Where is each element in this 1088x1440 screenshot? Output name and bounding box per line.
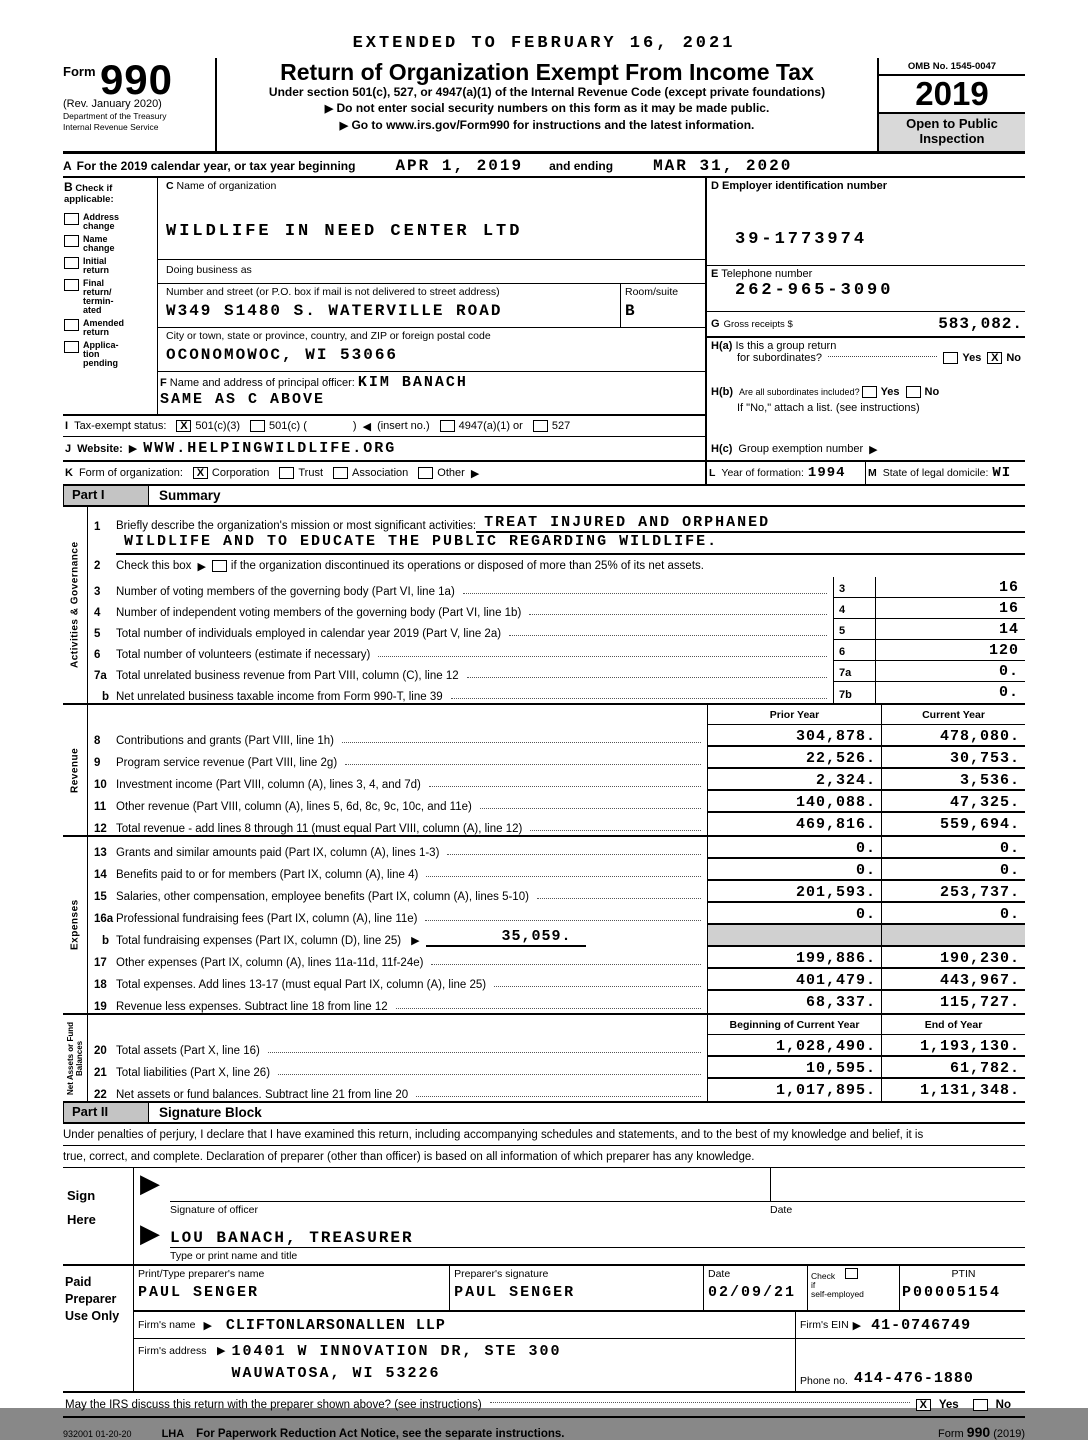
- part-2-tab: Part II: [63, 1103, 149, 1122]
- sign-here-section: [63, 1168, 1025, 1266]
- form-body: [63, 34, 1025, 1440]
- principal-officer-field: F Name and address of principal officer: KIM BANACH SAME AS C ABOVE: [158, 372, 705, 414]
- discuss-yes-checkbox[interactable]: X: [916, 1399, 931, 1411]
- association-label: Association: [352, 467, 409, 479]
- current-year-value[interactable]: 30,753.: [881, 747, 1025, 769]
- prior-year-value[interactable]: 469,816.: [707, 813, 881, 835]
- hb-no-checkbox[interactable]: [906, 386, 921, 398]
- arrow-right-icon: ▶: [339, 120, 349, 132]
- form-code: 932001 01-20-20: [63, 1429, 132, 1439]
- dba-field: [158, 260, 705, 284]
- irs-label: Internal Revenue Service: [63, 122, 159, 132]
- name-change-checkbox[interactable]: [64, 235, 79, 247]
- line-21-row: 21 Total liabilities (Part X, line 26) 10,595. 61,782.: [88, 1057, 1025, 1079]
- preparer-name-value[interactable]: PAUL SENGER: [138, 1284, 260, 1301]
- line-7b-value[interactable]: 0.: [875, 682, 1025, 703]
- line-a-letter: A: [63, 159, 72, 173]
- attach-list-note: If "No," attach a list. (see instructions): [737, 402, 920, 414]
- dept-treasury: Department of the Treasury: [63, 111, 167, 121]
- initial-return-checkbox[interactable]: [64, 257, 79, 269]
- amended-return-checkbox[interactable]: [64, 319, 79, 331]
- irs-discuss-row: May the IRS discuss this return with the preparer shown above? (see instructions) X Yes No: [63, 1393, 1025, 1418]
- line-4-value[interactable]: 16: [875, 598, 1025, 619]
- signature-of-officer-caption: Signature of officer: [170, 1204, 258, 1216]
- group-return-label: Is this a group return: [735, 340, 837, 352]
- final-return-label: Final return/ termin- ated: [83, 278, 114, 315]
- mission-value-1[interactable]: TREAT INJURED AND ORPHANED: [476, 514, 1025, 533]
- gross-receipts-label: Gross receipts $: [723, 318, 793, 330]
- line-7a-row: 7a Total unrelated business revenue from Part VIII, column (C), line 12 7a 0.: [88, 661, 1025, 682]
- line-16b-row: b Total fundraising expenses (Part IX, column (D), line 25) ▶ 35,059.: [88, 925, 1025, 947]
- arrow-left-icon: ◀: [362, 420, 372, 433]
- prior-year-value[interactable]: 401,479.: [707, 969, 881, 991]
- self-employed-caption: self-employed: [811, 1289, 864, 1299]
- period-begin-date[interactable]: APR 1, 2019: [395, 157, 524, 175]
- shaded-cell: [881, 925, 1025, 947]
- current-year-value[interactable]: 0.: [881, 837, 1025, 859]
- form-number-block: [63, 58, 215, 151]
- subordinates-included-question: H(b) Are all subordinates included? Yes No If "No," attach a list. (see instructions): [707, 384, 1025, 434]
- irs-discuss-label: May the IRS discuss this return with the preparer shown above? (see instructions): [65, 1398, 482, 1411]
- check-this-box-label: Check this box: [116, 560, 192, 572]
- shaded-cell: [707, 925, 881, 947]
- current-year-value[interactable]: 253,737.: [881, 881, 1025, 903]
- identification-section: [63, 178, 1025, 486]
- 501c3-checkbox[interactable]: X: [176, 420, 191, 432]
- lha-label: LHA: [161, 1428, 185, 1440]
- group-exemption-label: Group exemption number: [738, 443, 864, 455]
- firm-address-caption: Firm's address: [138, 1345, 207, 1357]
- prior-year-value[interactable]: 199,886.: [707, 947, 881, 969]
- current-year-value[interactable]: 443,967.: [881, 969, 1025, 991]
- street-value[interactable]: W349 S1480 S. WATERVILLE ROAD: [166, 302, 503, 320]
- city-field: [158, 328, 705, 372]
- principal-officer-address[interactable]: SAME AS C ABOVE: [160, 391, 326, 408]
- self-employed-checkbox[interactable]: [845, 1268, 858, 1279]
- corporation-checkbox[interactable]: X: [193, 467, 208, 479]
- legal-domicile-value[interactable]: WI: [992, 465, 1012, 481]
- part-1-header: [63, 486, 1025, 507]
- preparer-label: Preparer: [65, 1292, 117, 1306]
- gross-receipts-row: G Gross receipts $ 583,082.: [707, 312, 1025, 338]
- 501c-label: 501(c) (: [269, 420, 307, 432]
- ssn-warning: Do not enter social security numbers on this form as it may be made public.: [336, 101, 770, 115]
- current-year-value[interactable]: 559,694.: [881, 813, 1025, 835]
- telephone-field: E Telephone number 262-965-3090: [707, 266, 1025, 312]
- org-name-value[interactable]: WILDLIFE IN NEED CENTER LTD: [166, 222, 523, 241]
- beginning-of-year-header: Beginning of Current Year: [707, 1015, 881, 1035]
- association-checkbox[interactable]: [333, 467, 348, 479]
- footer-form-number: 990: [966, 1424, 991, 1440]
- line-15-row: 15 Salaries, other compensation, employee benefits (Part IX, column (A), lines 5-10) 201,593. 253,737.: [88, 881, 1025, 903]
- trust-label: Trust: [298, 467, 324, 479]
- paid-label: Paid: [65, 1275, 92, 1289]
- room-suite-value[interactable]: B: [625, 302, 637, 320]
- principal-officer-label: Name and address of principal officer:: [169, 377, 355, 389]
- tax-exempt-status-label: Tax-exempt status:: [74, 420, 167, 432]
- arrow-right-icon: ▶: [197, 560, 206, 573]
- end-year-value[interactable]: 1,193,130.: [881, 1035, 1025, 1057]
- ptin-value[interactable]: P00005154: [902, 1284, 1002, 1301]
- end-year-value[interactable]: 61,782.: [881, 1057, 1025, 1079]
- line-19-row: 19 Revenue less expenses. Subtract line 18 from line 12 68,337. 115,727.: [88, 991, 1025, 1013]
- firm-name-caption: Firm's name: [138, 1319, 196, 1331]
- room-suite-label: Room/suite: [625, 286, 679, 298]
- beginning-year-value[interactable]: 10,595.: [707, 1057, 881, 1079]
- prior-year-value[interactable]: 140,088.: [707, 791, 881, 813]
- group-exemption-row: H(c) Group exemption number ▶: [711, 443, 878, 456]
- year-column-headers: [88, 705, 1025, 725]
- arrow-right-icon: ▶: [411, 935, 420, 947]
- current-year-header: Current Year: [881, 705, 1025, 725]
- hb-yes-checkbox[interactable]: [862, 386, 877, 398]
- mission-line: 1 Briefly describe the organization's mission or most significant activities: TREAT INJURED AND ORPHANED: [88, 507, 1025, 533]
- form-title-block: [215, 58, 877, 151]
- 501c-checkbox[interactable]: [250, 420, 265, 432]
- org-name-field: C Name of organization WILDLIFE IN NEED CENTER LTD: [158, 178, 705, 260]
- end-year-value[interactable]: 1,131,348.: [881, 1079, 1025, 1101]
- ein-value[interactable]: 39-1773974: [735, 230, 868, 249]
- if-caption: if: [811, 1280, 816, 1290]
- extended-due-date: EXTENDED TO FEBRUARY 16, 2021: [352, 34, 736, 53]
- date-caption: Date: [770, 1204, 793, 1216]
- prior-year-value[interactable]: 68,337.: [707, 991, 881, 1013]
- omb-number: OMB No. 1545-0047: [907, 61, 997, 72]
- ptin-caption: PTIN: [951, 1268, 976, 1280]
- website-label: Website:: [77, 442, 123, 455]
- year-of-formation-value[interactable]: 1994: [807, 465, 846, 481]
- and-ending-label: and ending: [549, 159, 614, 173]
- city-label: City or town, state or province, country, and ZIP or foreign postal code: [166, 330, 491, 342]
- telephone-label: Telephone number: [721, 268, 813, 280]
- line-10-row: 10 Investment income (Part VIII, column (A), lines 3, 4, and 7d) 2,324. 3,536.: [88, 769, 1025, 791]
- officer-signature-area[interactable]: [170, 1168, 770, 1202]
- prior-year-header: Prior Year: [707, 705, 881, 725]
- part-2-title: Signature Block: [159, 1105, 262, 1120]
- tax-year: 2019: [879, 74, 1025, 114]
- current-year-value[interactable]: 0.: [881, 859, 1025, 881]
- revenue-band: [63, 705, 1025, 837]
- line-6-value[interactable]: 120: [875, 640, 1025, 661]
- insert-no-label: (insert no.): [377, 420, 430, 432]
- subordinates-included-label: Are all subordinates included?: [739, 387, 860, 397]
- prior-year-value[interactable]: 2,324.: [707, 769, 881, 791]
- expenses-side-label: Expenses: [69, 899, 81, 951]
- current-year-value[interactable]: 0.: [881, 903, 1025, 925]
- arrow-right-icon: ▶: [140, 1168, 160, 1198]
- footer-form-year: (2019): [993, 1428, 1025, 1440]
- check-if-applicable-block: [63, 178, 158, 414]
- org-name-label: Name of organization: [176, 180, 277, 192]
- current-year-value[interactable]: 3,536.: [881, 769, 1025, 791]
- line-3-row: 3 Number of voting members of the governing body (Part VI, line 1a) 3 16: [88, 577, 1025, 598]
- group-return-question: H(a) Is this a group return for subordinates? Yes X No: [711, 340, 1021, 364]
- year-of-formation-label: Year of formation:: [721, 467, 804, 479]
- arrow-right-icon: ▶: [470, 467, 480, 480]
- form-990-number: 990: [99, 56, 174, 103]
- other-label: Other: [437, 467, 465, 479]
- net-assets-side-label: Net Assets or Fund Balances: [66, 1021, 84, 1095]
- tax-exempt-status-row: I Tax-exempt status: X 501(c)(3) 501(c) ( ) ◀ (insert no.) 4947(a)(1) or 527: [63, 414, 705, 436]
- check-caption: Check: [811, 1271, 836, 1281]
- paperwork-notice: For Paperwork Reduction Act Notice, see the separate instructions.: [196, 1428, 565, 1440]
- website-row: J Website: ▶ WWW.HELPINGWILDLIFE.ORG: [63, 436, 705, 460]
- line-22-row: 22 Net assets or fund balances. Subtract line 21 from line 20 1,017,895. 1,131,348.: [88, 1079, 1025, 1101]
- 501c3-label: 501(c)(3): [195, 420, 241, 432]
- firm-ein-caption: Firm's EIN: [800, 1319, 849, 1331]
- arrow-right-icon: ▶: [852, 1319, 862, 1332]
- preparer-signature-caption: Preparer's signature: [454, 1268, 549, 1280]
- form-of-organization-label: Form of organization:: [78, 467, 183, 479]
- current-year-value[interactable]: 478,080.: [881, 725, 1025, 747]
- preparer-date-value[interactable]: 02/09/21: [708, 1284, 797, 1301]
- firm-name-value[interactable]: CLIFTONLARSONALLEN LLP: [225, 1316, 446, 1334]
- form-of-organization-row: K Form of organization: X Corporation Trust Association Other ▶: [63, 460, 705, 484]
- amended-return-label: Amended return: [83, 318, 125, 337]
- line-11-row: 11 Other revenue (Part VIII, column (A), lines 5, 6d, 8c, 9c, 10c, and 11e) 140,088. 47,325.: [88, 791, 1025, 813]
- 527-checkbox[interactable]: [533, 420, 548, 432]
- discontinued-checkbox[interactable]: [212, 560, 227, 572]
- year-of-formation-field: L Year of formation: 1994: [709, 465, 846, 481]
- use-only-label: Use Only: [65, 1309, 120, 1323]
- ha-yes-checkbox[interactable]: [943, 352, 958, 364]
- firm-ein-value[interactable]: 41-0746749: [871, 1316, 972, 1334]
- firm-address-line-2[interactable]: WAUWATOSA, WI 53226: [231, 1365, 441, 1382]
- beginning-year-value[interactable]: 1,017,895.: [707, 1079, 881, 1101]
- total-fundraising-expenses-value[interactable]: 35,059.: [426, 928, 586, 947]
- current-year-value[interactable]: 190,230.: [881, 947, 1025, 969]
- line-20-row: 20 Total assets (Part X, line 16) 1,028,490. 1,193,130.: [88, 1035, 1025, 1057]
- irs-gov-link[interactable]: Go to www.irs.gov/Form990 for instructions and the latest information.: [351, 118, 755, 132]
- line-9-row: 9 Program service revenue (Part VIII, line 2g) 22,526. 30,753.: [88, 747, 1025, 769]
- form-subtitle: Under section 501(c), 527, or 4947(a)(1) of the Internal Revenue Code (except private foundations): [268, 85, 826, 99]
- firm-address-line-1[interactable]: 10401 W INNOVATION DR, STE 300: [231, 1343, 562, 1360]
- line-5-value[interactable]: 14: [875, 619, 1025, 640]
- form-title: Return of Organization Exempt From Income Tax: [280, 59, 814, 85]
- part-1-tab: Part I: [63, 486, 149, 505]
- address-change-label: Address change: [83, 212, 120, 231]
- line-12-row: 12 Total revenue - add lines 8 through 11 (must equal Part VIII, column (A), line 12) 469,816. 559,694.: [88, 813, 1025, 835]
- gross-receipts-value[interactable]: 583,082.: [938, 315, 1023, 333]
- dba-label: Doing business as: [166, 264, 252, 276]
- application-pending-checkbox[interactable]: [64, 341, 79, 353]
- line-a-label: For the 2019 calendar year, or tax year beginning: [76, 159, 356, 173]
- telephone-value[interactable]: 262-965-3090: [735, 281, 894, 300]
- line-6-row: 6 Total number of volunteers (estimate if necessary) 6 120: [88, 640, 1025, 661]
- omb-year-block: [877, 58, 1025, 151]
- beginning-year-value[interactable]: 1,028,490.: [707, 1035, 881, 1057]
- paid-preparer-section: [63, 1266, 1025, 1393]
- activities-governance-side-label: Activities & Governance: [69, 541, 81, 669]
- form-footer: [63, 1418, 1025, 1440]
- form-header: [63, 58, 1025, 154]
- city-value[interactable]: OCONOMOWOC, WI 53066: [166, 346, 399, 364]
- sign-label: Sign: [67, 1188, 96, 1203]
- other-checkbox[interactable]: [418, 467, 433, 479]
- officer-signature-date-area[interactable]: [770, 1168, 1025, 1202]
- arrow-right-icon: ▶: [128, 443, 138, 455]
- revision-date: (Rev. January 2020): [63, 98, 162, 110]
- check-if-applicable-label: Check if applicable:: [64, 183, 114, 205]
- street-field: [158, 284, 705, 328]
- street-label: Number and street (or P.O. box if mail is not delivered to street address): [166, 286, 500, 298]
- legal-domicile-field: M State of legal domicile: WI: [865, 462, 1025, 484]
- perjury-statement-2: true, correct, and complete. Declaration of preparer (other than officer) is based on all information of which preparer has any knowledge.: [63, 1146, 1025, 1168]
- perjury-statement-1: Under penalties of perjury, I declare that I have examined this return, including accompanying schedules and statements, and to the best of my knowledge and belief, it is: [63, 1124, 1025, 1146]
- name-change-label: Name change: [83, 234, 115, 253]
- line-7a-value[interactable]: 0.: [875, 661, 1025, 682]
- prior-year-value[interactable]: 304,878.: [707, 725, 881, 747]
- discontinued-label: if the organization discontinued its operations or disposed of more than 25% of its net assets.: [230, 560, 704, 572]
- application-pending-label: Applica- tion pending: [83, 340, 119, 368]
- for-subordinates-label: for subordinates?: [737, 352, 822, 364]
- prior-year-value[interactable]: 0.: [707, 903, 881, 925]
- part-1-title: Summary: [159, 488, 221, 503]
- line-13-row: 13 Grants and similar amounts paid (Part IX, column (A), lines 1-3) 0. 0.: [88, 837, 1025, 859]
- line-16a-row: 16a Professional fundraising fees (Part IX, column (A), line 11e) 0. 0.: [88, 903, 1025, 925]
- mission-value-2[interactable]: WILDLIFE AND TO EDUCATE THE PUBLIC REGARDING WILDLIFE.: [116, 533, 1025, 555]
- initial-return-label: Initial return: [83, 256, 110, 275]
- website-url[interactable]: WWW.HELPINGWILDLIFE.ORG: [143, 440, 397, 457]
- revenue-side-label: Revenue: [69, 747, 81, 793]
- line-5-row: 5 Total number of individuals employed in calendar year 2019 (Part V, line 2a) 5 14: [88, 619, 1025, 640]
- preparer-date-caption: Date: [708, 1268, 731, 1280]
- form-word: Form: [63, 64, 96, 79]
- end-of-year-header: End of Year: [881, 1015, 1025, 1035]
- arrow-right-icon: ▶: [324, 103, 334, 115]
- block-b-letter: B: [64, 180, 73, 194]
- type-or-print-caption: Type or print name and title: [170, 1250, 298, 1262]
- ein-field: D Employer identification number 39-1773974: [707, 178, 1025, 266]
- governance-band: [63, 507, 1025, 705]
- corporation-label: Corporation: [211, 467, 270, 479]
- arrow-right-icon: ▶: [216, 1345, 226, 1357]
- here-label: Here: [67, 1212, 96, 1227]
- line-17-row: 17 Other expenses (Part IX, column (A), lines 11a-11d, 11f-24e) 199,886. 190,230.: [88, 947, 1025, 969]
- ein-label: Employer identification number: [722, 180, 888, 192]
- line-8-row: 8 Contributions and grants (Part VIII, line 1h) 304,878. 478,080.: [88, 725, 1025, 747]
- mission-label: Briefly describe the organization's mission or most significant activities:: [116, 520, 477, 532]
- phone-value[interactable]: 414-476-1880: [853, 1370, 974, 1387]
- principal-officer-name[interactable]: KIM BANACH: [357, 374, 468, 391]
- current-year-value[interactable]: 47,325.: [881, 791, 1025, 813]
- preparer-signature-value[interactable]: PAUL SENGER: [454, 1284, 576, 1301]
- phone-caption: Phone no.: [800, 1375, 848, 1387]
- prior-year-value[interactable]: 22,526.: [707, 747, 881, 769]
- arrow-right-icon: ▶: [140, 1218, 160, 1248]
- line-7b-row: b Net unrelated business taxable income from Form 990-T, line 39 7b 0.: [88, 682, 1025, 703]
- final-return-checkbox[interactable]: [64, 279, 79, 291]
- discontinued-operations-line: 2 Check this box ▶ if the organization discontinued its operations or disposed of more than 25% of its net assets.: [94, 560, 704, 573]
- footer-form-label: Form: [938, 1428, 964, 1440]
- expenses-band: [63, 837, 1025, 1015]
- ha-no-checkbox[interactable]: X: [987, 352, 1002, 364]
- line-4-row: 4 Number of independent voting members of the governing body (Part VI, line 1b) 4 16: [88, 598, 1025, 619]
- net-assets-column-headers: [88, 1015, 1025, 1035]
- tax-year-period-row: [63, 154, 1025, 178]
- open-to-public-badge: Open to Public Inspection: [879, 114, 1025, 151]
- 527-label: 527: [551, 420, 571, 432]
- 4947a1-label: 4947(a)(1) or: [458, 420, 523, 432]
- arrow-right-icon: ▶: [869, 443, 878, 456]
- officer-typed-name[interactable]: LOU BANACH, TREASURER: [170, 1229, 1025, 1248]
- line-14-row: 14 Benefits paid to or for members (Part IX, column (A), line 4) 0. 0.: [88, 859, 1025, 881]
- prior-year-value[interactable]: 0.: [707, 859, 881, 881]
- preparer-name-caption: Print/Type preparer's name: [138, 1268, 265, 1280]
- legal-domicile-label: State of legal domicile:: [882, 467, 989, 479]
- current-year-value[interactable]: 115,727.: [881, 991, 1025, 1013]
- net-assets-band: [63, 1015, 1025, 1103]
- line-18-row: 18 Total expenses. Add lines 13-17 (must equal Part IX, column (A), line 25) 401,479. 443,967.: [88, 969, 1025, 991]
- trust-checkbox[interactable]: [279, 467, 294, 479]
- prior-year-value[interactable]: 0.: [707, 837, 881, 859]
- part-2-header: [63, 1103, 1025, 1124]
- discuss-no-checkbox[interactable]: [973, 1399, 988, 1411]
- period-end-date[interactable]: MAR 31, 2020: [653, 157, 793, 175]
- 4947a1-checkbox[interactable]: [440, 420, 455, 432]
- prior-year-value[interactable]: 201,593.: [707, 881, 881, 903]
- arrow-right-icon: ▶: [203, 1319, 212, 1332]
- line-3-value[interactable]: 16: [875, 577, 1025, 598]
- address-change-checkbox[interactable]: [64, 213, 79, 225]
